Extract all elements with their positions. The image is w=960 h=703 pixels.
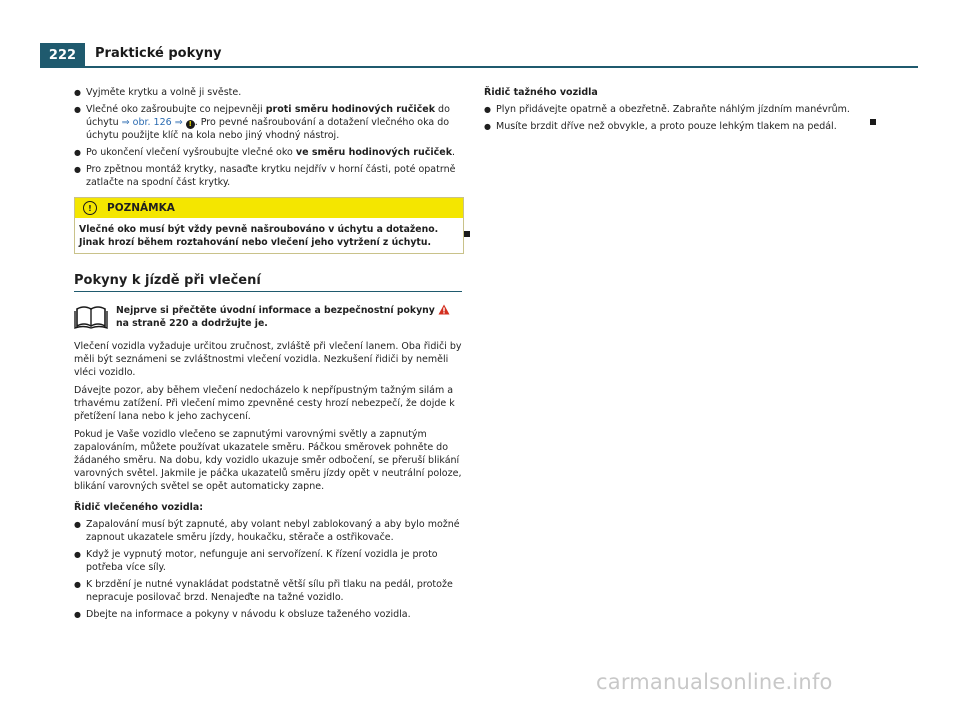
- towed-driver-heading: Řidič vlečeného vozidla:: [74, 502, 204, 513]
- towing-driver-heading: Řidič tažného vozidla: [484, 87, 598, 98]
- note-title: POZNÁMKA: [107, 201, 175, 214]
- section-title: Pokyny k jízdě při vlečení: [74, 274, 462, 292]
- note-body: Vlečné oko musí být vždy pevně našroubováno v úchytu a dotaženo. Jinak hrozí během roztahování nebo vlečení jeho vytržení z úchytu.: [79, 224, 439, 248]
- list-item: ● Vlečné oko zašroubujte co nejpevněji proti směru hodinových ručiček do úchytu ⇒ obr. 126 ⇒ ! . Pro pevné našroubování a dotažení vlečného oka do úchytu použijte klíč na kola nebo jiný vhodný nástroj.: [74, 103, 462, 142]
- figure-link[interactable]: ⇒ obr. 126: [121, 117, 172, 128]
- section-end-marker: [870, 119, 876, 125]
- note-header: [75, 198, 463, 218]
- list-item: ● Když je vypnutý motor, nefunguje ani servořízení. K řízení vozidla je proto potřeba více síly.: [74, 548, 462, 574]
- list-item: ● K brzdění je nutné vynakládat podstatně větší sílu při tlaku na pedál, protože nepracuje posilovač brzd. Nenajeďte na tažné vozidlo.: [74, 578, 462, 604]
- page-number: 222: [40, 43, 85, 68]
- list-item: ● Musíte brzdit dříve než obvykle, a proto pouze lehkým tlakem na pedál.: [484, 120, 894, 133]
- warning-icon: [438, 304, 450, 315]
- book-icon: [74, 304, 108, 330]
- paragraph: Dávejte pozor, aby během vlečení nedocházelo k nepřípustným tažným silám a trhavému zatížení. Při vlečení mimo zpevněné cesty hrozí nebezpečí, že dojde k přetížení lana nebo k jeho zachycení.: [74, 385, 455, 422]
- list-item: ● Zapalování musí být zapnuté, aby volant nebyl zablokovaný a aby bylo možné zapnout ukazatele směru jízdy, houkačku, stěrače a ostřikovače.: [74, 518, 462, 544]
- header-rule: [40, 66, 918, 68]
- section-end-marker: [464, 231, 470, 237]
- right-column: [484, 86, 894, 137]
- list-item: ● Dbejte na informace a pokyny v návodu k obsluze taženého vozidla.: [74, 608, 462, 621]
- list-item: ● Po ukončení vlečení vyšroubujte vlečné oko ve směru hodinových ručiček.: [74, 146, 462, 159]
- note-ref-icon[interactable]: !: [186, 120, 195, 129]
- page-title: Praktické pokyny: [95, 46, 222, 61]
- left-column: [74, 86, 462, 625]
- list-item: ● Pro zpětnou montáž krytky, nasaďte krytku nejdřív v horní části, poté opatrně zatlačte na spodní část krytky.: [74, 163, 462, 189]
- exclamation-icon: !: [83, 201, 97, 215]
- intro-block: [74, 304, 462, 330]
- note-box: [74, 197, 464, 254]
- list-item: ● Plyn přidávejte opatrně a obezřetně. Zabraňte náhlým jízdním manévrům.: [484, 103, 894, 116]
- watermark: carmanualsonline.info: [596, 670, 833, 694]
- paragraph: Vlečení vozidla vyžaduje určitou zručnost, zvláště při vlečení lanem. Oba řidiči by měli být seznámeni se zvláštnostmi vlečení vozidla. Nezkušení řidiči by neměli vléci vozidlo.: [74, 341, 462, 378]
- intro-text: Nejprve si přečtěte úvodní informace a bezpečnostní pokyny na straně 220 a dodržujte je.: [116, 304, 462, 330]
- paragraph: Pokud je Vaše vozidlo vlečeno se zapnutými varovnými světly a zapnutým zapalováním, můžete používat ukazatele směru. Páčkou směrovek pohněte do žádaného směru. Na dobu, kdy vozidlo ukazuje směr odbočení, se přeruší blikání varovných světel. Jakmile je páčka ukazatelů směru jízdy opět v neutrální poloze, blikání varovných světel se opět automaticky zapne.: [74, 429, 462, 492]
- list-item: ● Vyjměte krytku a volně ji svěste.: [74, 86, 462, 99]
